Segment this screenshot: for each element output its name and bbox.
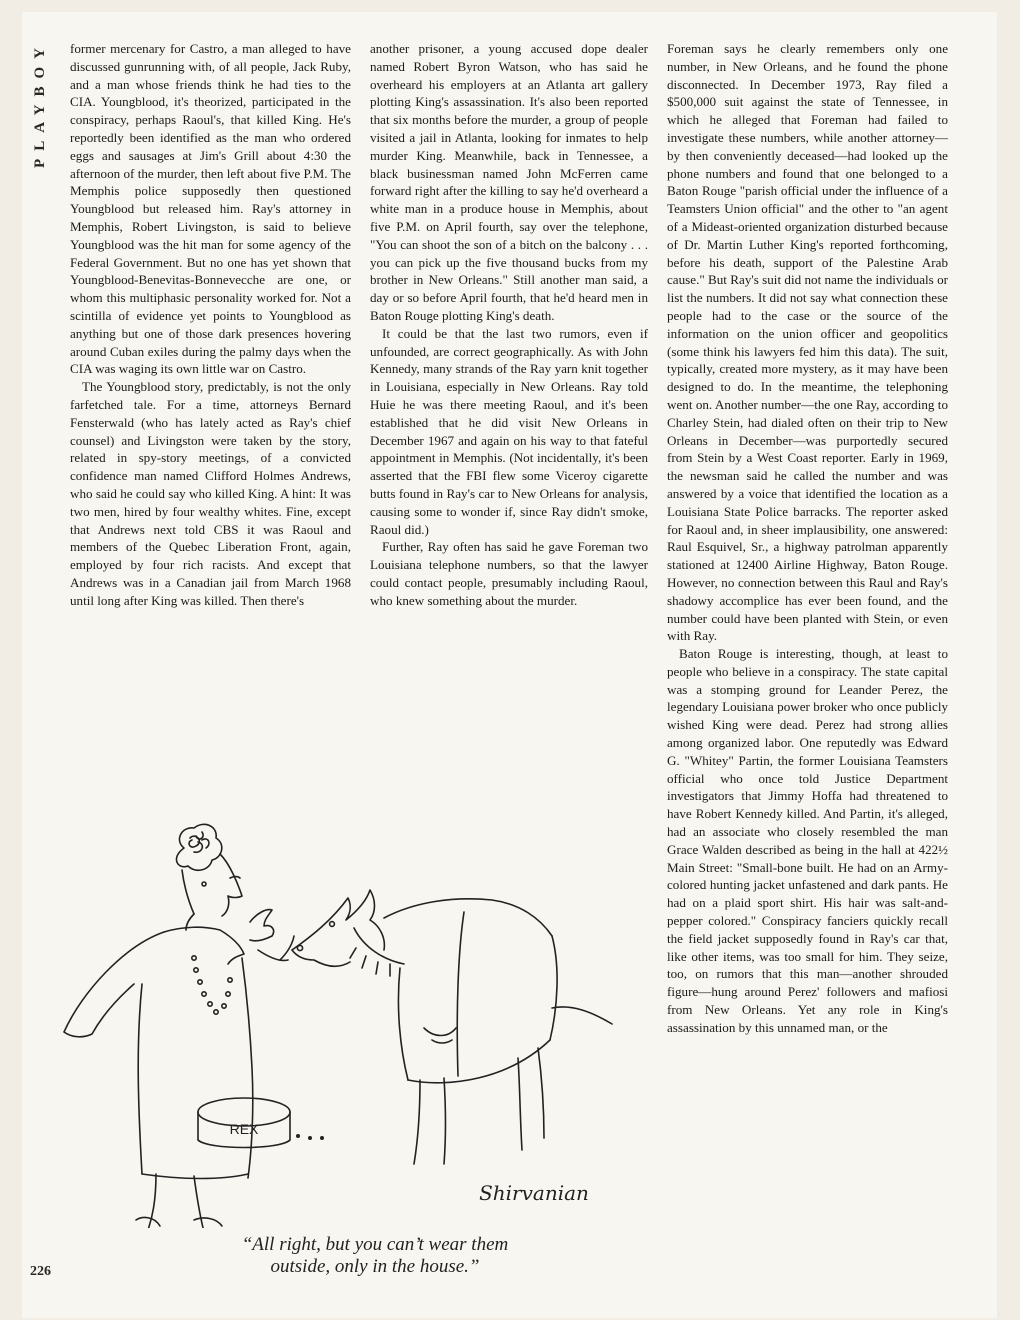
caption-line: outside, only in the house.” xyxy=(270,1256,480,1277)
artist-signature: Shirvanian xyxy=(479,1181,589,1205)
cartoon-illustration xyxy=(44,808,634,1228)
caption-line: “All right, but you can’t wear them xyxy=(241,1234,509,1255)
paragraph: It could be that the last two rumors, even if unfounded, are correct geographically. As with John Kennedy, many strands of the Ray yarn knit together in Louisiana, especially in New Orleans. Ray told Huie he was there meeting Raoul, and it's been established that he did visit New Orleans in December 1967 and again on his way to that fateful appointment in Memphis. (Not incidentally, it's been asserted that the FBI flew some Viceroy cigarette butts found in Ray's car to New Orleans for analysis, causing some to wonder if, since Ray didn't smoke, Raoul did.) xyxy=(370,325,648,537)
paragraph: Baton Rouge is interesting, though, at least to people who believe in a conspiracy. The state capital was a stomping ground for Leander Perez, the legendary Louisiana power broker who once publicly wished King were dead. Perez had strong allies among organized labor. One reputedly was Edward G. "Whitey" Partin, the former Louisiana Teamsters official who once told Justice Department investigators that Jimmy Hoffa had threatened to have Robert Kennedy killed. And Partin, it's alleged, had an associate who closely resembled the man Grace Walden described as being in the hall at 422½ Main Street: "Small-bone built. He had on an Army-colored hunting jacket unfastened and dark pants. He had on a plaid sport shirt. His hair was salt-and-pepper colored." Conspiracy fanciers quickly recall the field jacket supposedly found in Ray's car that, like other items, was too small for him. They seize, too, on rumors that this man—another shrouded figure—hung around Perez' followers and mafiosi from New Orleans. Yet any role in King's assassination by this unnamed man, or the xyxy=(667,646,948,1035)
article-column-3 xyxy=(667,40,948,1285)
page-number: 226 xyxy=(30,1264,51,1279)
article-column-2 xyxy=(370,40,648,752)
article-column-1 xyxy=(70,40,351,752)
paragraph: Further, Ray often has said he gave Foreman two Louisiana telephone numbers, so that the lawyer could contact people, presumably including Raoul, who knew something about the murder. xyxy=(370,539,648,608)
paragraph: The Youngblood story, predictably, is not the only farfetched tale. For a time, attorneys Bernard Fensterwald (who has lately acted as Ray's chief counsel) and Livingston were taken by the story, related in spy-story meetings, of a convicted confidence man named Clifford Holmes Andrews, who said he could say who killed King. A hint: It was two men, hired by four wealthy whites. Fine, except that Andrews next told CBS it was Raoul and members of the Quebec Liberation Front, again, employed by four rich racists. And except that Andrews was in a Canadian jail from March 1968 until long after King was killed. Then there's xyxy=(70,379,351,608)
paragraph: another prisoner, a young accused dope dealer named Robert Byron Watson, who has said he overheard his employers at an Atlanta art gallery plotting King's assassination. It's also been reported that six months before the murder, a group of people visited a jail in Atlanta, looking for inmates to help murder King. Meanwhile, back in Tennessee, a black businessman named John McFerren came forward right after the killing to say he'd overheard a white man in a produce house in Memphis, about five P.M. on April fourth, say over the telephone, "You can shoot the son of a bitch on the balcony . . . you can pick up the five thousand bucks from my brother in New Orleans." Still another man said, a day or so before April fourth, that he'd heard men in Baton Rouge plotting King's death. xyxy=(370,41,648,323)
dog-figure xyxy=(292,890,612,1164)
woman-figure xyxy=(64,824,294,1228)
paragraph: former mercenary for Castro, a man alleged to have discussed gunrunning with, of all people, Jack Ruby, and a man whose friends think he had ties to the CIA. Youngblood, it's theorized, participated in the conspiracy, perhaps Raoul's, that killed King. He's reportedly been identified as the man who ordered eggs and sausages at Jim's Grill about 4:30 the afternoon of the murder, then left about five P.M. The Memphis police supposedly then questioned Youngblood but released him. Ray's attorney in Memphis, Robert Livingston, is said to believe Youngblood was the hit man for some agency of the Federal Government. But no one has yet shown that Youngblood-Benevitas-Bonnevecche are one, or whom this multiphasic personality worked for. Not a scintilla of evidence yet points to Youngblood as anything but one of those dark presences hovering around Cuban exiles during the palmy days when the CIA was waging its own little war on Castro. xyxy=(70,41,351,377)
bowl-label: REX xyxy=(229,1121,259,1137)
dog-bowl xyxy=(198,1098,322,1148)
paragraph: Foreman says he clearly remembers only one number, in New Orleans, and he found the phone disconnected. In December 1973, Ray filed a $500,000 suit against the state of Tennessee, in which he alleged that Foreman had failed to investigate these numbers, while another attorney—by then conveniently deceased—had looked up the phone numbers and found that one belonged to a Baton Rouge "parish official under the influence of a Teamsters Union official" and the other to "an agent of a Mideast-oriented organization disturbed because of Dr. Martin Luther King's reported forthcoming, before his death, support of the Palestine Arab cause." But Ray's suit did not name the individuals or list the numbers. It did not say what connection these people had to the case or the source of the information on the union officer and geopolitics (some think his lawyers fed him this data). The suit, typically, created more mystery, as it may have been designed to do. In the meantime, the telephoning went on. Another number—the one Ray, according to Charley Stein, had dialed often on their trip to New Orleans in December—was purportedly secured from Stein by a West Coast reporter. Early in 1969, the newsman said he called the number and was answered by a voice that identified the location as a Louisiana State Police barracks. The reporter asked for Raoul and, in sheer implausibility, one answered: Raul Esquivel, Sr., a highway patrolman apparently stationed at 12400 Airline Highway, Baton Rouge. However, no connection between this Raul and Ray's shadowy accomplice has ever been found, and the number could have been planted with Stein, or even with Ray. xyxy=(667,41,948,644)
cartoon-caption xyxy=(150,1234,600,1278)
magazine-name: PLAYBOY xyxy=(32,40,48,168)
